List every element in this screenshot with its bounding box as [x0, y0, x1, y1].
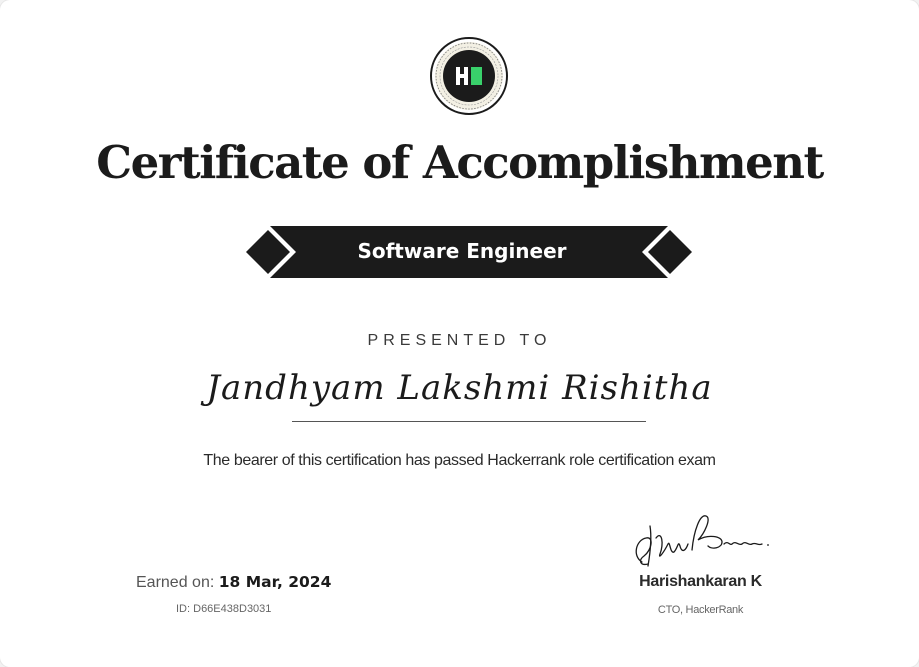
- earned-date: 18 Mar, 2024: [218, 573, 332, 591]
- earned-on: [136, 573, 331, 592]
- signature-icon: [626, 510, 776, 570]
- hackerrank-logo-icon: [429, 36, 509, 116]
- recipient-name: Jandhyam Lakshmi Rishitha: [206, 368, 713, 408]
- certificate-id: [176, 603, 271, 615]
- signatory-title: CTO, HackerRank: [657, 604, 744, 616]
- certificate-title: Certificate of Accomplishment: [96, 136, 823, 189]
- certificate-id-label: ID:: [176, 603, 191, 615]
- earned-on-label: Earned on:: [136, 574, 215, 591]
- certificate-description: The bearer of this certification has passed Hackerrank role certification exam: [203, 452, 716, 469]
- certificate-id-value: D66E438D3031: [193, 603, 272, 615]
- name-underline: [292, 421, 646, 422]
- role-label: Software Engineer: [357, 239, 567, 263]
- signatory-name: Harishankaran K: [639, 573, 762, 590]
- presented-to-label: PRESENTED TO: [367, 332, 552, 349]
